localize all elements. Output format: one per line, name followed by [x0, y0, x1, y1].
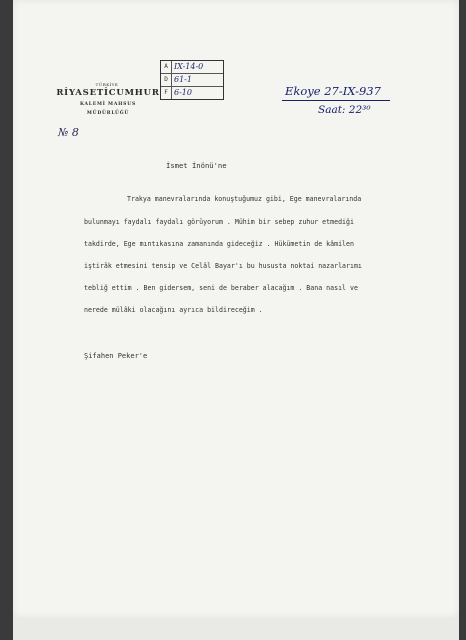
- stamp-value: 6-10: [174, 88, 192, 97]
- stamp-key: D: [161, 74, 172, 86]
- stamp-key: A: [161, 61, 172, 73]
- letterhead-subtitle: KALEMİ MAHSUS: [79, 102, 136, 107]
- letter-closing-note: Şifahen Peker'e: [84, 352, 148, 360]
- stamp-value: 61-1: [174, 75, 192, 84]
- handwritten-underline: [282, 100, 390, 101]
- letterhead-subtitle-2: MÜDÜRLÜĞÜ: [86, 111, 130, 116]
- handwritten-date: Ekoye 27-IX-937: [285, 84, 381, 98]
- letter-line: nerede mülâki olacağını ayrıca bildireceğim .: [84, 306, 263, 314]
- letter-line: Trakya manevralarında konuştuğumuz gibi, Ege manevralarında: [127, 195, 362, 203]
- letterhead-country: TÜRKİYE: [95, 82, 119, 87]
- handwritten-time: Saat: 22³⁰: [318, 104, 371, 116]
- stamp-row: [161, 74, 223, 87]
- registry-stamp: [160, 60, 224, 100]
- letter-line: tebliğ ettim . Ben gidersem, seni de beraber alacağım . Bana nasıl ve: [84, 284, 358, 292]
- letter-addressee: İsmet İnönü'ne: [166, 161, 227, 170]
- stamp-key: F: [161, 87, 172, 99]
- stamp-row: [161, 87, 223, 99]
- letterhead-title: RİYASETİCUMHUR: [56, 88, 160, 98]
- letter-line: bulunmayı faydalı faydalı görüyorum . Mühim bir sebep zuhur etmediği: [84, 218, 354, 226]
- stamp-value: IX-14-0: [174, 62, 204, 71]
- document-number: № 8: [58, 126, 79, 139]
- letter-line: iştirâk etmesini tensip ve Celâl Bayar'ı bu hususta noktai nazarlarımı: [84, 262, 362, 270]
- scan-bottom-strip: [13, 618, 459, 640]
- stamp-row: [161, 61, 223, 74]
- letter-line: takdirde, Ege mıntıkasına zamanında gideceğiz . Hükümetin de kâmilen: [84, 240, 354, 248]
